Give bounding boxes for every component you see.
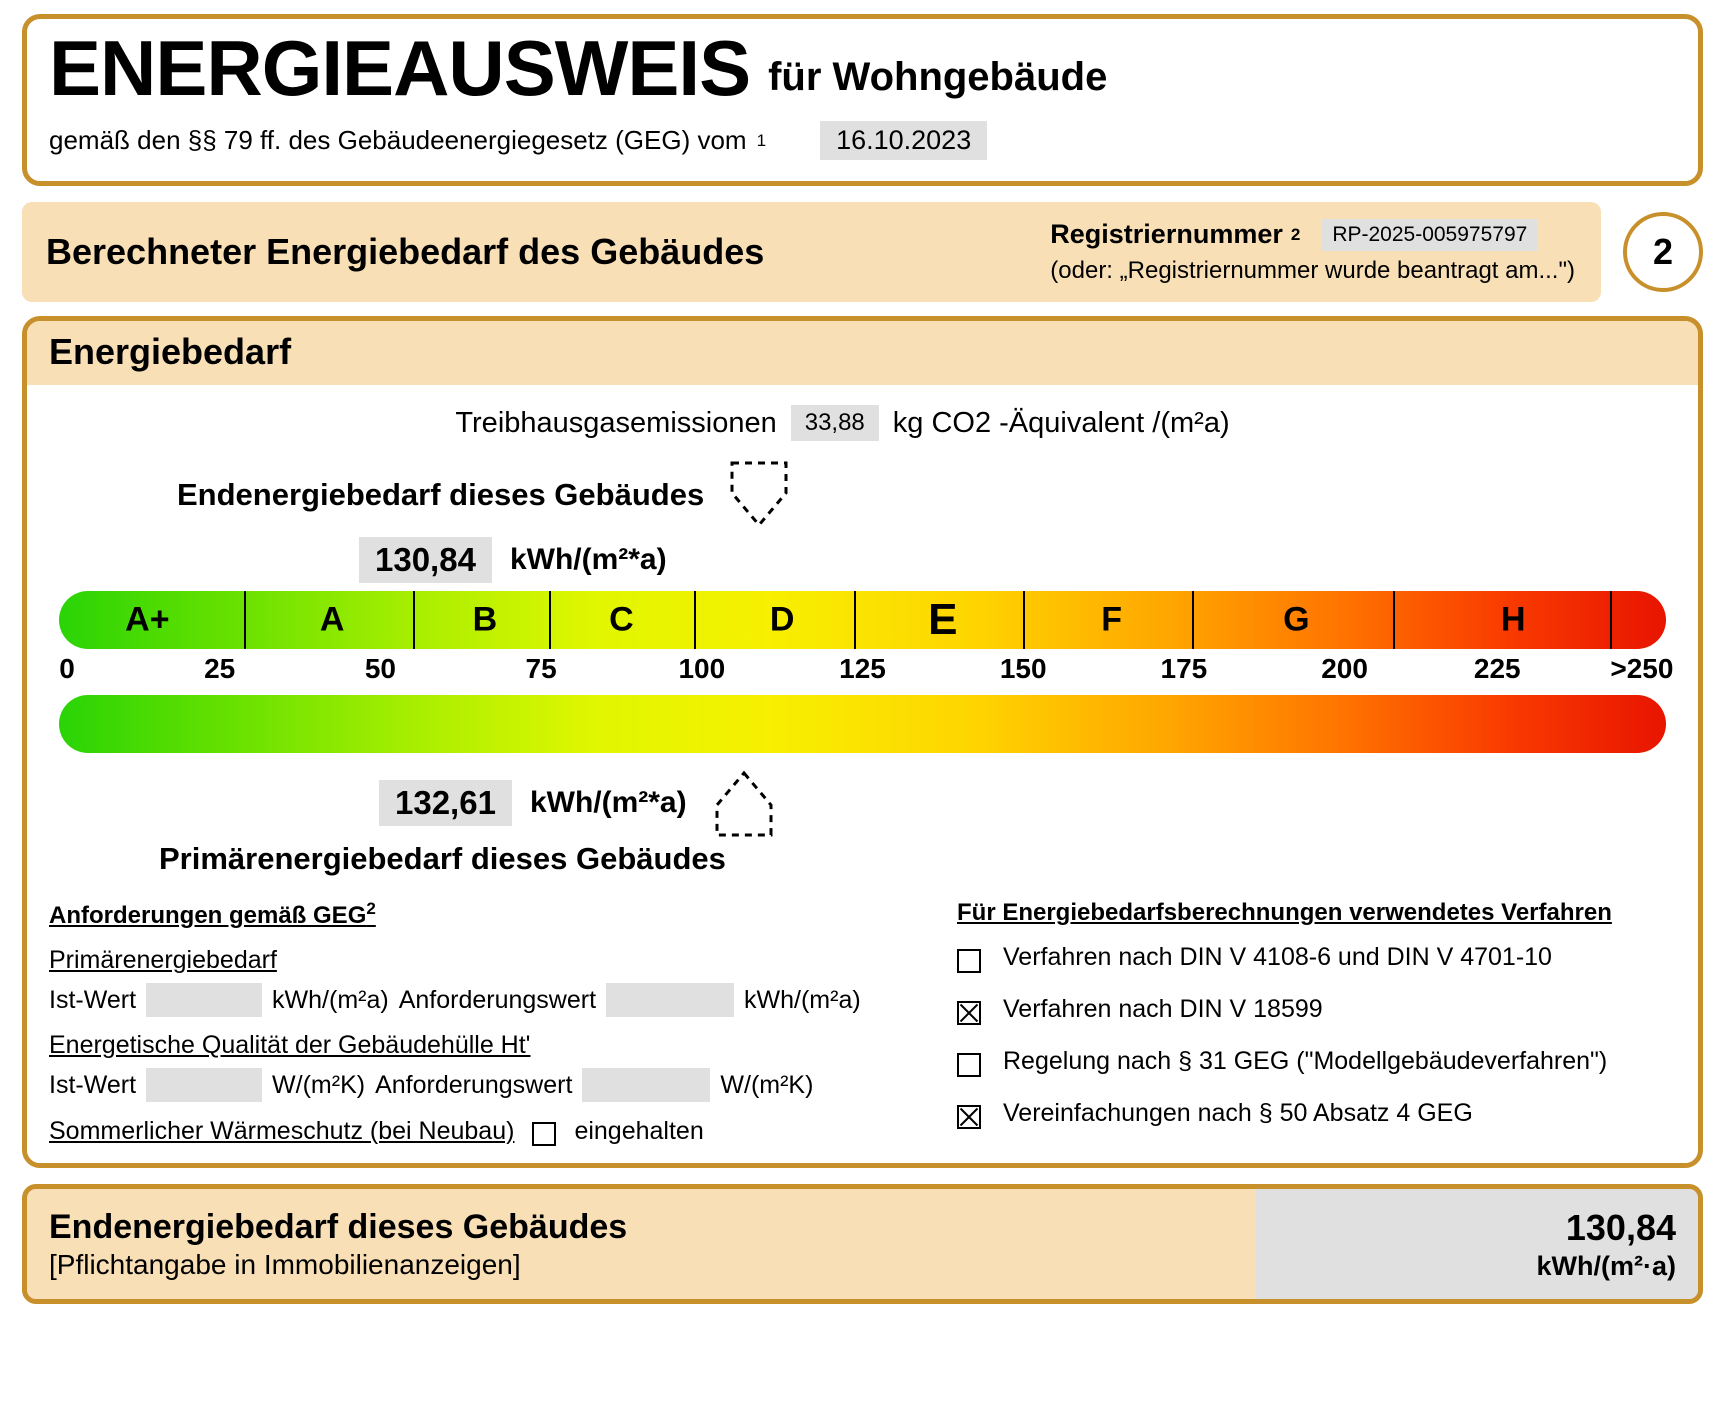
footer-value: 130,84: [1565, 1206, 1676, 1248]
methods-column: [939, 899, 1676, 1151]
primary-energy-subheading: Primärenergiebedarf: [49, 946, 277, 974]
registration-footnote-marker: 2: [1290, 225, 1301, 245]
summer-protection-row: [49, 1116, 929, 1146]
primary-energy-fields: [49, 983, 929, 1017]
method-checkbox-modellgebaeude[interactable]: [957, 1053, 981, 1077]
requirements-heading: [49, 899, 929, 930]
version-date-value: 16.10.2023: [820, 121, 987, 160]
axis-tick-50: 50: [364, 653, 396, 684]
greenhouse-gas-label: Treibhausgasemissionen: [455, 406, 777, 439]
axis-tick-250: >250: [1610, 653, 1674, 684]
final-energy-label: Endenergiebedarf dieses Gebäudes: [177, 477, 705, 512]
class-label-g: G: [1283, 600, 1310, 639]
registration-line: [1050, 218, 1575, 252]
hull-ist-unit: W/(m²K): [272, 1070, 366, 1099]
primary-ist-unit: kWh/(m²a): [272, 985, 389, 1014]
hull-ist-input[interactable]: [146, 1068, 262, 1102]
method-label-din-18599: Verfahren nach DIN V 18599: [1003, 995, 1323, 1023]
axis-tick-175: 175: [1160, 653, 1208, 684]
axis-tick-0: 0: [59, 653, 75, 684]
method-checkbox-din-4108[interactable]: [957, 949, 981, 973]
summer-protection-checkbox[interactable]: [532, 1122, 556, 1146]
house-marker-down-icon: [720, 459, 798, 531]
method-option-din-18599[interactable]: [957, 995, 1676, 1025]
class-label-a: A: [319, 600, 345, 639]
class-label-d: D: [769, 600, 795, 639]
class-label-h: H: [1501, 600, 1526, 639]
hull-anforderung-unit: W/(m²K): [720, 1070, 814, 1099]
registration-label: Registriernummer: [1050, 219, 1283, 250]
scale-axis: [59, 653, 1674, 695]
method-checkbox-din-18599[interactable]: [957, 1001, 981, 1025]
page-number-badge: 2: [1623, 212, 1703, 292]
legal-footnote-marker: 1: [756, 130, 767, 150]
header-box: [22, 14, 1703, 186]
methods-heading: Für Energiebedarfsberechnungen verwendetes Verfahren: [957, 899, 1612, 926]
class-label-b: B: [472, 600, 498, 639]
hull-anforderung-label: Anforderungswert: [375, 1070, 573, 1099]
method-option-modellgebaeude[interactable]: [957, 1047, 1676, 1077]
page-subtitle: für Wohngebäude: [768, 55, 1108, 99]
primary-energy-unit: kWh/(m²*a): [529, 786, 687, 819]
axis-tick-25: 25: [204, 653, 236, 684]
primary-energy-value: 132,61: [379, 780, 512, 826]
greenhouse-gas-unit: kg CO2 -Äquivalent /(m²a): [892, 406, 1230, 439]
summer-protection-label: Sommerlicher Wärmeschutz (bei Neubau): [49, 1116, 515, 1145]
method-label-din-4108: Verfahren nach DIN V 4108-6 und DIN V 4701-10: [1003, 943, 1552, 971]
axis-tick-100: 100: [678, 653, 726, 684]
energy-demand-panel: [22, 316, 1703, 1168]
axis-tick-200: 200: [1321, 653, 1368, 684]
footer-title: Endenergiebedarf dieses Gebäudes: [49, 1207, 628, 1246]
section-bar-inner: [22, 202, 1601, 302]
final-energy-value: 130,84: [359, 537, 492, 583]
method-label-vereinfachungen: Vereinfachungen nach § 50 Absatz 4 GEG: [1003, 1099, 1473, 1127]
section-title: Berechneter Energiebedarf des Gebäudes: [46, 231, 765, 272]
primary-anforderung-label: Anforderungswert: [398, 985, 597, 1014]
efficiency-scale: [49, 459, 1676, 877]
method-checkbox-vereinfachungen[interactable]: [957, 1105, 981, 1129]
lower-columns: [49, 899, 1676, 1151]
primary-energy-label-row: [59, 841, 1666, 877]
greenhouse-gas-row: [49, 405, 1676, 441]
requirements-column: [49, 899, 929, 1151]
footer-summary: [22, 1184, 1703, 1304]
footer-unit: kWh/(m²·a): [1536, 1250, 1676, 1281]
panel-body: [27, 385, 1698, 1163]
footer-text-block: [27, 1189, 1256, 1299]
class-label-a-plus: A+: [125, 600, 170, 639]
title-row: [49, 24, 1676, 112]
primary-energy-bar: [59, 695, 1666, 753]
registration-note: (oder: „Registriernummer wurde beantragt am..."): [1050, 256, 1575, 284]
primary-ist-input[interactable]: [146, 983, 262, 1017]
panel-heading: Energiebedarf: [27, 321, 1698, 385]
method-option-din-4108[interactable]: [957, 943, 1676, 973]
method-option-vereinfachungen[interactable]: [957, 1099, 1676, 1129]
class-label-e: E: [928, 595, 958, 644]
requirements-heading-footnote: 2: [366, 899, 376, 918]
legal-row: [49, 121, 1676, 160]
axis-tick-75: 75: [525, 653, 557, 684]
hull-quality-subheading: Energetische Qualität der Gebäudehülle Ht': [49, 1031, 531, 1059]
axis-tick-125: 125: [839, 653, 886, 684]
primary-energy-label: Primärenergiebedarf dieses Gebäudes: [159, 841, 726, 876]
registration-block: [1050, 218, 1575, 286]
section-bar: [22, 202, 1703, 302]
final-energy-value-row: [59, 537, 1666, 583]
hull-anforderung-input[interactable]: [582, 1068, 710, 1102]
registration-number-value: RP-2025-005975797: [1322, 219, 1537, 251]
primary-energy-value-row: [59, 767, 1666, 839]
hull-ist-label: Ist-Wert: [49, 1070, 137, 1099]
method-label-modellgebaeude: Regelung nach § 31 GEG ("Modellgebäudeverfahren"): [1003, 1047, 1608, 1075]
page-title: ENERGIEAUSWEIS: [49, 24, 751, 112]
primary-anforderung-input[interactable]: [606, 983, 734, 1017]
efficiency-class-bar: [59, 591, 1666, 649]
footer-subtitle: [Pflichtangabe in Immobilienanzeigen]: [49, 1248, 521, 1280]
final-energy-label-row: [59, 459, 1666, 531]
house-marker-up-icon: [705, 767, 783, 839]
class-label-f: F: [1101, 600, 1122, 639]
axis-tick-150: 150: [999, 653, 1047, 684]
primary-ist-label: Ist-Wert: [49, 985, 137, 1014]
axis-tick-225: 225: [1473, 653, 1521, 684]
legal-basis-text: gemäß den §§ 79 ff. des Gebäudeenergiegesetz (GEG) vom: [49, 125, 747, 155]
final-energy-unit: kWh/(m²*a): [509, 543, 667, 576]
summer-protection-check-label: eingehalten: [574, 1116, 704, 1145]
hull-quality-fields: [49, 1068, 929, 1102]
class-label-c: C: [609, 600, 634, 639]
greenhouse-gas-value: 33,88: [791, 405, 879, 441]
footer-value-block: [1256, 1189, 1698, 1299]
requirements-heading-text: Anforderungen gemäß GEG: [49, 902, 367, 929]
primary-anforderung-unit: kWh/(m²a): [744, 985, 861, 1014]
